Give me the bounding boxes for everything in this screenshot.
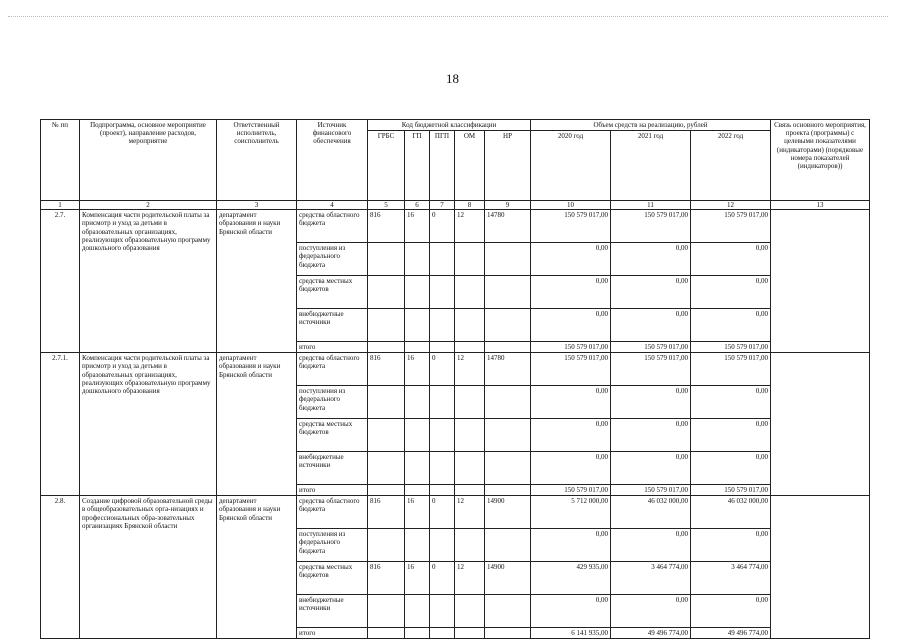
header-budget-code: Код бюджетной классификации bbox=[368, 120, 531, 131]
funding-source: поступления из федерального бюджета bbox=[297, 529, 368, 562]
funding-source: внебюджетные источники bbox=[297, 595, 368, 628]
funding-source: средства областного бюджета bbox=[297, 353, 368, 386]
empty-code-cell bbox=[455, 342, 485, 353]
amount-2020: 0,00 bbox=[531, 309, 611, 342]
amount-2022: 0,00 bbox=[691, 309, 771, 342]
empty-code-cell bbox=[405, 485, 430, 496]
total-2020: 150 579 017,00 bbox=[531, 342, 611, 353]
data-row bbox=[41, 496, 870, 529]
total-2022: 49 496 774,00 bbox=[691, 628, 771, 639]
empty-code-cell bbox=[368, 342, 405, 353]
code-pgp bbox=[430, 419, 455, 452]
funding-source: средства областного бюджета bbox=[297, 210, 368, 243]
col-index: 2 bbox=[80, 201, 217, 210]
code-np: 14780 bbox=[485, 353, 531, 386]
code-om bbox=[455, 276, 485, 309]
total-label: итого bbox=[297, 628, 368, 639]
code-np bbox=[485, 529, 531, 562]
code-om: 12 bbox=[455, 353, 485, 386]
col-index: 8 bbox=[455, 201, 485, 210]
amount-2021: 150 579 017,00 bbox=[611, 353, 691, 386]
col-index: 4 bbox=[297, 201, 368, 210]
amount-2021: 150 579 017,00 bbox=[611, 210, 691, 243]
budget-table bbox=[40, 119, 870, 639]
funding-source: внебюджетные источники bbox=[297, 452, 368, 485]
col-index: 11 bbox=[611, 201, 691, 210]
total-2021: 49 496 774,00 bbox=[611, 628, 691, 639]
code-grbs bbox=[368, 529, 405, 562]
total-label: итого bbox=[297, 485, 368, 496]
col-index: 13 bbox=[771, 201, 870, 210]
amount-2021: 0,00 bbox=[611, 243, 691, 276]
amount-2021: 0,00 bbox=[611, 309, 691, 342]
amount-2020: 429 935,00 bbox=[531, 562, 611, 595]
code-grbs: 816 bbox=[368, 562, 405, 595]
code-np bbox=[485, 595, 531, 628]
amount-2021: 3 464 774,00 bbox=[611, 562, 691, 595]
amount-2022: 3 464 774,00 bbox=[691, 562, 771, 595]
code-om: 12 bbox=[455, 496, 485, 529]
amount-2022: 46 032 000,00 bbox=[691, 496, 771, 529]
col-index: 10 bbox=[531, 201, 611, 210]
code-gp bbox=[405, 419, 430, 452]
amount-2022: 0,00 bbox=[691, 276, 771, 309]
header-link: Связь основного мероприятия, проекта (программы) с целевыми показателями (индикаторами) (порядковые номера показателей (индикаторов)) bbox=[771, 120, 870, 201]
amount-2020: 0,00 bbox=[531, 529, 611, 562]
code-pgp bbox=[430, 386, 455, 419]
code-pgp: 0 bbox=[430, 353, 455, 386]
header-responsible: Ответственный исполнитель, соисполнитель bbox=[217, 120, 297, 201]
code-gp bbox=[405, 276, 430, 309]
indicator-link bbox=[771, 210, 870, 353]
code-grbs bbox=[368, 595, 405, 628]
code-np: 14780 bbox=[485, 210, 531, 243]
empty-code-cell bbox=[485, 628, 531, 639]
amount-2020: 150 579 017,00 bbox=[531, 210, 611, 243]
amount-2022: 0,00 bbox=[691, 452, 771, 485]
header-volume: Объем средств на реализацию, рублей bbox=[531, 120, 771, 131]
amount-2022: 0,00 bbox=[691, 595, 771, 628]
data-row bbox=[41, 210, 870, 243]
col-index: 9 bbox=[485, 201, 531, 210]
amount-2020: 0,00 bbox=[531, 419, 611, 452]
responsible-executor: департамент образования и науки Брянской области bbox=[217, 210, 297, 353]
empty-code-cell bbox=[430, 485, 455, 496]
program-name: Создание цифровой образовательной среды в общеобразовательных орга-низациях и профессиональных обра-зовательных организациях Брянской области bbox=[80, 496, 217, 639]
funding-source: внебюджетные источники bbox=[297, 309, 368, 342]
indicator-link bbox=[771, 353, 870, 496]
header-2022: 2022 год bbox=[691, 131, 771, 201]
indicator-link bbox=[771, 496, 870, 639]
code-om: 12 bbox=[455, 562, 485, 595]
code-pgp bbox=[430, 243, 455, 276]
empty-code-cell bbox=[430, 628, 455, 639]
code-grbs bbox=[368, 276, 405, 309]
code-om bbox=[455, 452, 485, 485]
header-program: Подпрограмма, основное мероприятие (проект), направление расходов, мероприятие bbox=[80, 120, 217, 201]
code-np bbox=[485, 386, 531, 419]
col-index: 7 bbox=[430, 201, 455, 210]
code-gp bbox=[405, 595, 430, 628]
amount-2021: 0,00 bbox=[611, 595, 691, 628]
code-pgp bbox=[430, 529, 455, 562]
code-pgp: 0 bbox=[430, 210, 455, 243]
total-2020: 6 141 935,00 bbox=[531, 628, 611, 639]
code-grbs: 816 bbox=[368, 210, 405, 243]
amount-2022: 0,00 bbox=[691, 529, 771, 562]
amount-2021: 46 032 000,00 bbox=[611, 496, 691, 529]
row-number: 2.7. bbox=[41, 210, 80, 353]
amount-2020: 0,00 bbox=[531, 276, 611, 309]
col-index: 5 bbox=[368, 201, 405, 210]
header-source: Источник финансового обеспечения bbox=[297, 120, 368, 201]
program-name: Компенсация части родительской платы за присмотр и уход за детьми в образовательных организациях, реализующих образовательную программу дошкольного образования bbox=[80, 353, 217, 496]
amount-2022: 150 579 017,00 bbox=[691, 353, 771, 386]
col-index: 1 bbox=[41, 201, 80, 210]
code-grbs: 816 bbox=[368, 496, 405, 529]
total-2021: 150 579 017,00 bbox=[611, 485, 691, 496]
empty-code-cell bbox=[485, 342, 531, 353]
code-pgp: 0 bbox=[430, 496, 455, 529]
code-pgp: 0 bbox=[430, 562, 455, 595]
code-gp bbox=[405, 529, 430, 562]
empty-code-cell bbox=[405, 628, 430, 639]
empty-code-cell bbox=[368, 485, 405, 496]
code-om bbox=[455, 419, 485, 452]
funding-source: средства местных бюджетов bbox=[297, 562, 368, 595]
code-np bbox=[485, 309, 531, 342]
header-2020: 2020 год bbox=[531, 131, 611, 201]
funding-source: средства местных бюджетов bbox=[297, 276, 368, 309]
empty-code-cell bbox=[455, 628, 485, 639]
responsible-executor: департамент образования и науки Брянской области bbox=[217, 353, 297, 496]
code-grbs bbox=[368, 243, 405, 276]
code-gp bbox=[405, 452, 430, 485]
code-om bbox=[455, 529, 485, 562]
amount-2020: 0,00 bbox=[531, 243, 611, 276]
code-om bbox=[455, 243, 485, 276]
code-gp bbox=[405, 309, 430, 342]
amount-2022: 0,00 bbox=[691, 386, 771, 419]
code-gp: 16 bbox=[405, 210, 430, 243]
total-2022: 150 579 017,00 bbox=[691, 342, 771, 353]
total-2020: 150 579 017,00 bbox=[531, 485, 611, 496]
row-number: 2.7.1. bbox=[41, 353, 80, 496]
code-np bbox=[485, 243, 531, 276]
amount-2021: 0,00 bbox=[611, 386, 691, 419]
header-gp: ГП bbox=[405, 131, 430, 201]
responsible-executor: департамент образования и науки Брянской области bbox=[217, 496, 297, 639]
amount-2021: 0,00 bbox=[611, 419, 691, 452]
amount-2022: 0,00 bbox=[691, 243, 771, 276]
code-om bbox=[455, 386, 485, 419]
amount-2020: 0,00 bbox=[531, 595, 611, 628]
col-index: 12 bbox=[691, 201, 771, 210]
code-pgp bbox=[430, 276, 455, 309]
code-np: 14900 bbox=[485, 562, 531, 595]
amount-2020: 150 579 017,00 bbox=[531, 353, 611, 386]
amount-2022: 150 579 017,00 bbox=[691, 210, 771, 243]
page-number: 18 bbox=[446, 71, 459, 86]
code-gp: 16 bbox=[405, 353, 430, 386]
amount-2020: 0,00 bbox=[531, 386, 611, 419]
code-np bbox=[485, 419, 531, 452]
column-index-row bbox=[41, 201, 870, 210]
amount-2021: 0,00 bbox=[611, 276, 691, 309]
empty-code-cell bbox=[455, 485, 485, 496]
total-label: итого bbox=[297, 342, 368, 353]
code-grbs bbox=[368, 309, 405, 342]
total-2021: 150 579 017,00 bbox=[611, 342, 691, 353]
amount-2021: 0,00 bbox=[611, 452, 691, 485]
code-om bbox=[455, 595, 485, 628]
funding-source: поступления из федерального бюджета bbox=[297, 386, 368, 419]
code-gp bbox=[405, 243, 430, 276]
total-2022: 150 579 017,00 bbox=[691, 485, 771, 496]
code-grbs bbox=[368, 452, 405, 485]
empty-code-cell bbox=[368, 628, 405, 639]
code-grbs: 816 bbox=[368, 353, 405, 386]
code-pgp bbox=[430, 452, 455, 485]
header-pgp: ПГП bbox=[430, 131, 455, 201]
code-np: 14900 bbox=[485, 496, 531, 529]
data-row bbox=[41, 353, 870, 386]
empty-code-cell bbox=[485, 485, 531, 496]
code-np bbox=[485, 452, 531, 485]
header-2021: 2021 год bbox=[611, 131, 691, 201]
empty-code-cell bbox=[430, 342, 455, 353]
code-pgp bbox=[430, 595, 455, 628]
program-name: Компенсация части родительской платы за присмотр и уход за детьми в образовательных организациях, реализующих образовательную программу дошкольного образования bbox=[80, 210, 217, 353]
code-gp bbox=[405, 386, 430, 419]
code-np bbox=[485, 276, 531, 309]
amount-2021: 0,00 bbox=[611, 529, 691, 562]
funding-source: средства областного бюджета bbox=[297, 496, 368, 529]
header-grbs: ГРБС bbox=[368, 131, 405, 201]
amount-2020: 5 712 000,00 bbox=[531, 496, 611, 529]
funding-source: поступления из федерального бюджета bbox=[297, 243, 368, 276]
code-om bbox=[455, 309, 485, 342]
code-om: 12 bbox=[455, 210, 485, 243]
header-np: НР bbox=[485, 131, 531, 201]
code-gp: 16 bbox=[405, 562, 430, 595]
code-grbs bbox=[368, 386, 405, 419]
row-number: 2.8. bbox=[41, 496, 80, 639]
header-om: ОМ bbox=[455, 131, 485, 201]
col-index: 3 bbox=[217, 201, 297, 210]
scan-top-edge bbox=[8, 16, 888, 23]
funding-source: средства местных бюджетов bbox=[297, 419, 368, 452]
code-grbs bbox=[368, 419, 405, 452]
header-num: № пп bbox=[41, 120, 80, 201]
amount-2022: 0,00 bbox=[691, 419, 771, 452]
amount-2020: 0,00 bbox=[531, 452, 611, 485]
code-pgp bbox=[430, 309, 455, 342]
code-gp: 16 bbox=[405, 496, 430, 529]
col-index: 6 bbox=[405, 201, 430, 210]
empty-code-cell bbox=[405, 342, 430, 353]
